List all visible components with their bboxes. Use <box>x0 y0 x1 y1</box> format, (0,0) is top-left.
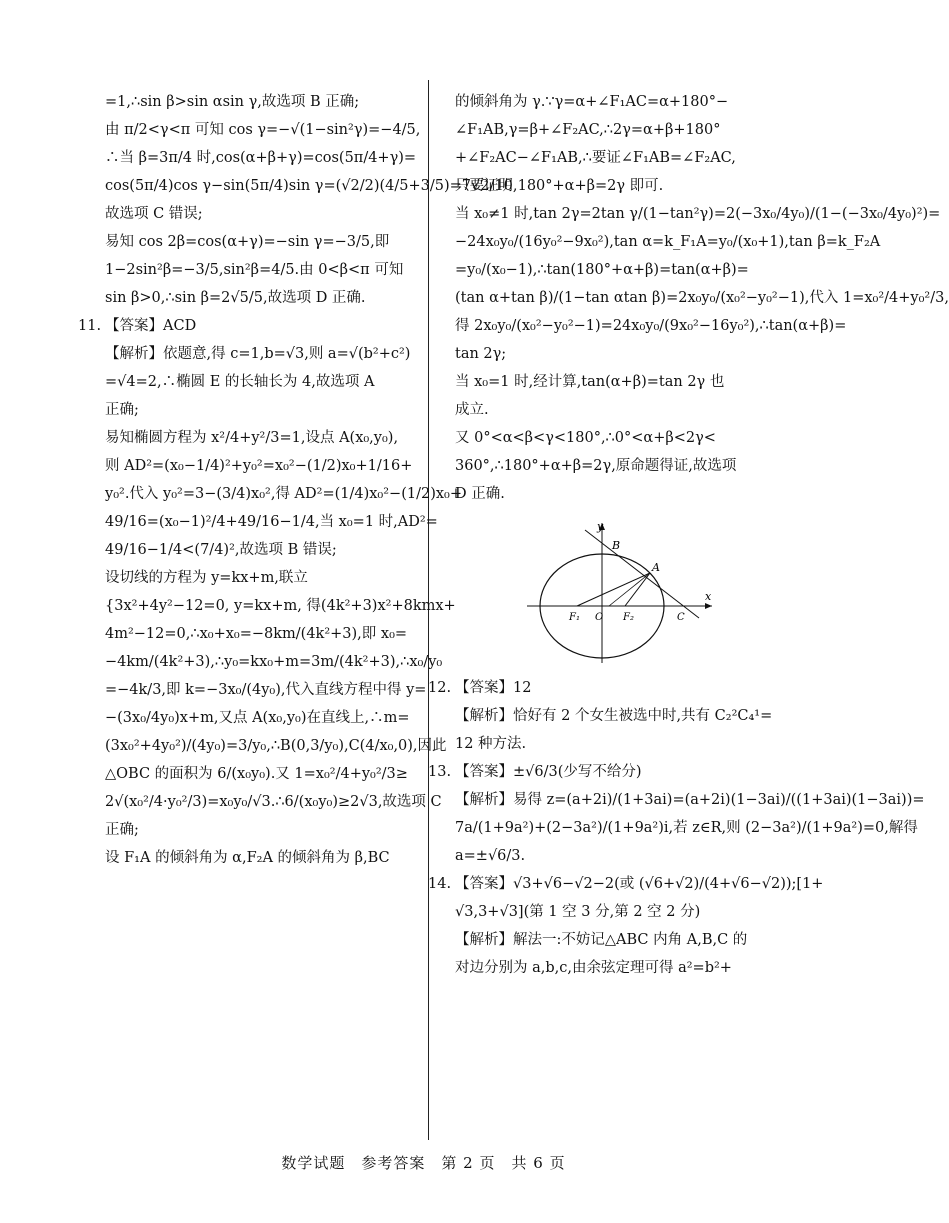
line-text: 当 x₀=1 时,经计算,tan(α+β)=tan 2γ 也 <box>455 374 725 390</box>
text-line <box>105 340 415 368</box>
right-column-bottom <box>428 674 925 982</box>
line-text: 设切线的方程为 y=kx+m,联立 <box>105 570 308 586</box>
ellipse-figure <box>517 518 717 668</box>
label-b: B <box>612 539 621 552</box>
text-line <box>105 760 415 788</box>
line-text: 易知 cos 2β=cos(α+γ)=−sin γ=−3/5,即 <box>105 234 390 250</box>
line-text: sin β>0,∴sin β=2√5/5,故选项 D 正确. <box>105 290 366 306</box>
text-line <box>455 730 767 758</box>
line-text: √3,3+√3](第 1 空 3 分,第 2 空 2 分) <box>455 904 701 920</box>
label-y: y <box>597 520 604 533</box>
text-line <box>105 200 415 228</box>
line-text: 【答案】ACD <box>105 318 197 334</box>
text-line <box>455 424 767 452</box>
question-number: 13. <box>428 764 452 780</box>
text-line <box>105 676 427 704</box>
segment-f2-a <box>625 573 650 606</box>
line-text: 360°,∴180°+α+β=2γ,原命题得证,故选项 <box>455 458 737 474</box>
text-line <box>455 116 767 144</box>
text-line <box>105 844 415 872</box>
text-line <box>455 954 767 982</box>
text-line <box>105 284 415 312</box>
line-text: +∠F₂AC−∠F₁AB,∴要证∠F₁AB=∠F₂AC, <box>455 150 736 166</box>
question-number: 11. <box>78 318 102 334</box>
text-line <box>455 368 767 396</box>
page-footer: 数学试题 参考答案 第 2 页 共 6 页 <box>281 1154 566 1172</box>
text-line <box>105 648 443 676</box>
text-line <box>455 898 767 926</box>
label-f1: F₁ <box>569 612 580 623</box>
text-line <box>105 368 415 396</box>
line-text: (3x₀²+4y₀²)/(4y₀)=3/y₀,∴B(0,3/y₀),C(4/x₀,0),因此 <box>105 738 447 754</box>
line-text: {3x²+4y²−12=0, y=kx+m, 得(4k²+3)x²+8kmx+ <box>105 598 456 614</box>
text-line <box>455 144 767 172</box>
question-number: 12. <box>428 680 452 696</box>
text-line <box>455 814 918 842</box>
line-text: 正确; <box>105 822 139 838</box>
line-text: 49/16−1/4<(7/4)²,故选项 B 错误; <box>105 542 337 558</box>
x-axis-arrow <box>705 603 712 609</box>
line-text: 由 π/2<γ<π 可知 cos γ=−√(1−sin²γ)=−4/5, <box>105 122 421 138</box>
line-text: (tan α+tan β)/(1−tan αtan β)=2x₀y₀/(x₀²−y₀²−1),代入 1=x₀²/4+y₀²/3, <box>455 290 949 306</box>
text-line <box>455 340 767 368</box>
text-line <box>105 396 415 424</box>
line-text: 1−2sin²β=−3/5,sin²β=4/5.由 0<β<π 可知 <box>105 262 404 278</box>
line-text: 2√(x₀²/4·y₀²/3)=x₀y₀/√3.∴6/(x₀y₀)≥2√3,故选项 C <box>105 794 442 810</box>
line-text: 则 AD²=(x₀−1/4)²+y₀²=x₀²−(1/2)x₀+1/16+ <box>105 458 413 474</box>
question-number: 14. <box>428 876 452 892</box>
line-text: ∴当 β=3π/4 时,cos(α+β+γ)=cos(5π/4+γ)= <box>105 150 417 166</box>
text-line <box>455 702 773 730</box>
line-text: −(3x₀/4y₀)x+m,又点 A(x₀,y₀)在直线上,∴m= <box>105 710 410 726</box>
line-text: =−4k/3,即 k=−3x₀/(4y₀),代入直线方程中得 y= <box>105 682 427 698</box>
line-text: 设 F₁A 的倾斜角为 α,F₂A 的倾斜角为 β,BC <box>105 850 390 866</box>
text-line <box>455 200 941 228</box>
line-text: △OBC 的面积为 6/(x₀y₀).又 1=x₀²/4+y₀²/3≥ <box>105 766 408 782</box>
text-line <box>428 870 824 898</box>
line-text: ∠F₁AB,γ=β+∠F₂AC,∴2γ=α+β+180° <box>455 122 721 138</box>
line-text: 【解析】依题意,得 c=1,b=√3,则 a=√(b²+c²) <box>105 346 411 362</box>
line-text: cos(5π/4)cos γ−sin(5π/4)sin γ=(√2/2)(4/5+3/5)=7√2/10, <box>105 178 518 194</box>
text-line <box>428 674 767 702</box>
line-text: =√4=2,∴椭圆 E 的长轴长为 4,故选项 A <box>105 374 375 390</box>
text-line <box>105 480 462 508</box>
label-o: O <box>595 612 604 623</box>
label-a: A <box>652 561 660 574</box>
text-line <box>105 592 456 620</box>
line-text: 又 0°<α<β<γ<180°,∴0°<α+β<2γ< <box>455 430 716 446</box>
line-text: 【解析】恰好有 2 个女生被选中时,共有 C₂²C₄¹= <box>455 708 773 724</box>
text-line <box>105 564 415 592</box>
text-line <box>105 116 421 144</box>
line-text: y₀².代入 y₀²=3−(3/4)x₀²,得 AD²=(1/4)x₀²−(1/2)x₀+ <box>105 486 462 502</box>
text-line <box>105 88 415 116</box>
line-text: 7a/(1+9a²)+(2−3a²)/(1+9a²)i,若 z∈R,则 (2−3a²)/(1+9a²)=0,解得 <box>455 820 918 836</box>
line-text: 4m²−12=0,∴x₀+x₀=−8km/(4k²+3),即 x₀= <box>105 626 408 642</box>
line-text: 对边分别为 a,b,c,由余弦定理可得 a²=b²+ <box>455 960 732 976</box>
text-line <box>105 424 415 452</box>
text-line <box>455 786 925 814</box>
line-text: tan 2γ; <box>455 346 507 362</box>
text-line <box>105 508 438 536</box>
line-text: D 正确. <box>455 486 505 502</box>
line-text: 【答案】√3+√6−√2−2(或 (√6+√2)/(4+√6−√2));[1+ <box>455 876 824 892</box>
text-line <box>455 842 767 870</box>
text-line <box>78 312 415 340</box>
line-text: 当 x₀≠1 时,tan 2γ=2tan γ/(1−tan²γ)=2(−3x₀/4y₀)/(1−(−3x₀/4y₀)²)= <box>455 206 941 222</box>
text-line <box>455 228 881 256</box>
text-line <box>455 172 767 200</box>
text-line <box>105 816 415 844</box>
text-line <box>105 536 415 564</box>
text-line <box>105 452 415 480</box>
right-column <box>428 88 949 982</box>
text-line <box>455 480 767 508</box>
text-line <box>455 396 767 424</box>
label-c: C <box>677 612 685 623</box>
text-line <box>455 312 847 340</box>
line-text: 成立. <box>455 402 489 418</box>
line-text: 【解析】解法一:不妨记△ABC 内角 A,B,C 的 <box>455 932 748 948</box>
text-line <box>455 256 767 284</box>
line-text: 12 种方法. <box>455 736 527 752</box>
line-text: 【答案】±√6/3(少写不给分) <box>455 764 642 780</box>
line-text: 只要证明 180°+α+β=2γ 即可. <box>455 178 664 194</box>
right-column-top <box>455 88 949 508</box>
label-f2: F₂ <box>623 612 634 623</box>
line-text: −4km/(4k²+3),∴y₀=kx₀+m=3m/(4k²+3),∴x₀/y₀ <box>105 654 443 670</box>
text-line <box>428 758 767 786</box>
text-line <box>455 88 767 116</box>
line-text: a=±√6/3. <box>455 848 526 864</box>
segment-f1-a <box>577 573 650 606</box>
label-x: x <box>705 590 712 603</box>
text-line <box>105 620 415 648</box>
text-line <box>455 452 767 480</box>
line-text: 的倾斜角为 γ.∵γ=α+∠F₁AC=α+180°− <box>455 94 729 110</box>
line-text: 故选项 C 错误; <box>105 206 203 222</box>
line-text: 【答案】12 <box>455 680 532 696</box>
line-text: −24x₀y₀/(16y₀²−9x₀²),tan α=k_F₁A=y₀/(x₀+1),tan β=k_F₂A <box>455 234 881 250</box>
segment-d-a <box>609 573 650 606</box>
text-line <box>105 256 415 284</box>
line-text: =1,∴sin β>sin αsin γ,故选项 B 正确; <box>105 94 360 110</box>
text-line <box>105 732 447 760</box>
text-line <box>105 704 415 732</box>
text-line <box>105 228 415 256</box>
line-text: 正确; <box>105 402 139 418</box>
line-text: 49/16=(x₀−1)²/4+49/16−1/4,当 x₀=1 时,AD²= <box>105 514 438 530</box>
line-text: 【解析】易得 z=(a+2i)/(1+3ai)=(a+2i)(1−3ai)/((1+3ai)(1−3ai))= <box>455 792 925 808</box>
text-line <box>455 284 949 312</box>
line-text: 易知椭圆方程为 x²/4+y²/3=1,设点 A(x₀,y₀), <box>105 430 399 446</box>
text-line <box>105 144 415 172</box>
line-text: =y₀/(x₀−1),∴tan(180°+α+β)=tan(α+β)= <box>455 262 749 278</box>
text-line <box>455 926 767 954</box>
text-line <box>105 788 442 816</box>
text-line <box>105 172 518 200</box>
line-text: 得 2x₀y₀/(x₀²−y₀²−1)=24x₀y₀/(9x₀²−16y₀²),∴tan(α+β)= <box>455 318 847 334</box>
